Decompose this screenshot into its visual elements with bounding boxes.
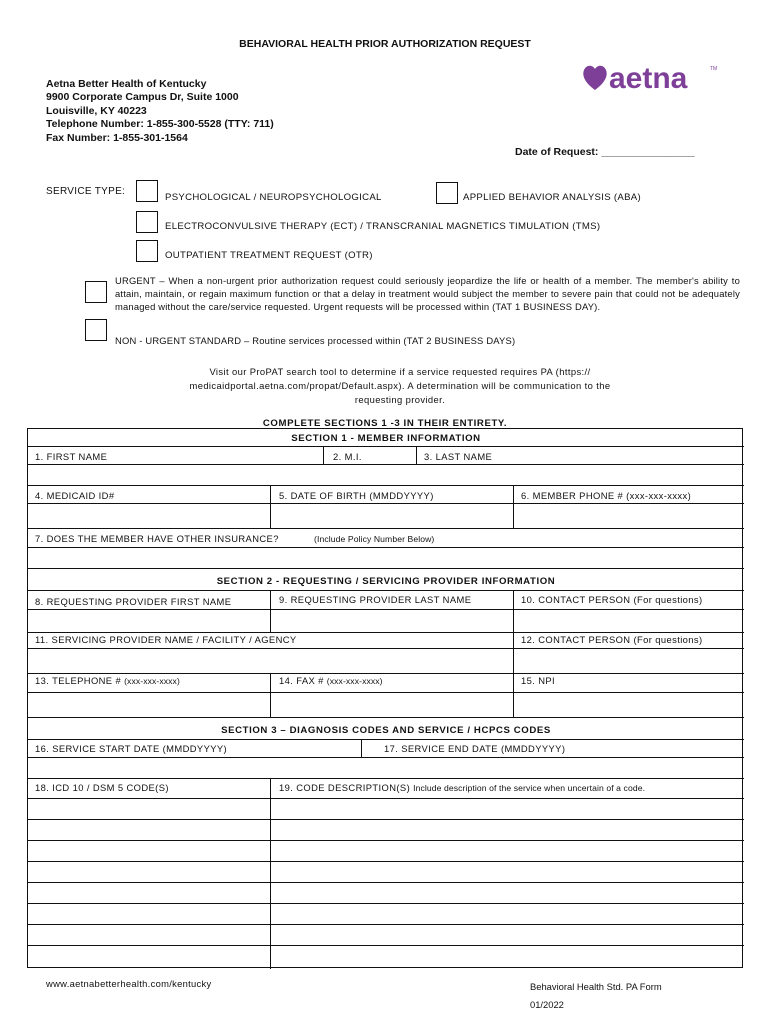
section-1-title: SECTION 1 - MEMBER INFORMATION (291, 433, 481, 444)
last-name-label: 3. LAST NAME (424, 451, 493, 462)
first-name-mi-last-name-input[interactable] (28, 465, 744, 484)
city-state-zip: Louisville, KY 40223 (46, 104, 147, 117)
npi-label: 15. NPI (521, 675, 556, 686)
footer-form-name: Behavioral Health Std. PA Form (530, 981, 662, 992)
icd-code-label: 18. ICD 10 / DSM 5 CODE(S) (35, 782, 169, 793)
checkbox-aba[interactable] (436, 182, 458, 204)
telephone-number: Telephone Number: 1-855-300-5528 (TTY: 711) (46, 118, 274, 131)
member-phone-input[interactable] (514, 504, 744, 528)
checkbox-non-urgent[interactable] (85, 319, 107, 341)
authorization-form (27, 428, 743, 968)
urgent-text: URGENT – When a non-urgent prior authorization request could seriously jeopardize the life or health of a member. The member's ability to attain, maintain, or regain maximum function or that a delay in treatment would subject the member to severe pain that could not be adequately managed without the care/service requested. Urgent requests will be processed within (TAT 1 BUSINESS DAY). (115, 275, 740, 313)
logo-wordmark: aetna (609, 62, 688, 94)
heart-icon-logo (582, 60, 722, 94)
non-urgent-text: NON - URGENT STANDARD – Routine services processed within (TAT 2 BUSINESS DAYS) (115, 335, 516, 346)
org-name: Aetna Better Health of Kentucky (46, 78, 207, 90)
option-psychological: PSYCHOLOGICAL / NEUROPSYCHOLOGICAL (165, 192, 382, 203)
contact-person-2-input[interactable] (514, 649, 744, 673)
other-insurance-input[interactable] (28, 548, 744, 567)
telephone-format: (xxx-xxx-xxxx) (124, 676, 180, 686)
requesting-last-name-input[interactable] (271, 610, 513, 632)
contact-person-1-input[interactable] (514, 610, 744, 632)
medicaid-id-input[interactable] (28, 504, 270, 528)
propat-note: Visit our ProPAT search tool to determine if a service requested requires PA (https:// medicaidportal.aetna.com/propat/Default.aspx). A determination will be communication to the requesting provider. (189, 366, 611, 405)
medicaid-id-label: 4. MEDICAID ID# (35, 490, 115, 501)
servicing-provider-label: 11. SERVICING PROVIDER NAME / FACILITY / AGENCY (35, 634, 297, 645)
section-3-title: SECTION 3 – DIAGNOSIS CODES AND SERVICE / HCPCS CODES (221, 725, 551, 736)
first-name-label: 1. FIRST NAME (35, 451, 108, 462)
option-aba: APPLIED BEHAVIOR ANALYSIS (ABA) (463, 192, 641, 203)
street-address: 9900 Corporate Campus Dr, Suite 1000 (46, 91, 239, 104)
dob-label: 5. DATE OF BIRTH (MMDDYYYY) (279, 490, 434, 501)
complete-sections-note: COMPLETE SECTIONS 1 -3 IN THEIR ENTIRETY. (262, 418, 508, 429)
servicing-provider-input[interactable] (28, 649, 513, 673)
fax-number: Fax Number: 1-855-301-1564 (46, 131, 188, 144)
page-title: BEHAVIORAL HEALTH PRIOR AUTHORIZATION REQUEST (239, 38, 531, 50)
service-start-label: 16. SERVICE START DATE (MMDDYYYY) (35, 743, 228, 754)
service-type-label: SERVICE TYPE: (46, 186, 126, 197)
address-block (46, 78, 274, 145)
mi-label: 2. M.I. (333, 451, 362, 462)
fax-input[interactable] (271, 693, 513, 717)
checkbox-psychological[interactable] (136, 180, 158, 202)
requesting-first-name-input[interactable] (28, 610, 270, 632)
checkbox-urgent[interactable] (85, 281, 107, 303)
aetna-logo (582, 60, 722, 94)
checkbox-otr[interactable] (136, 240, 158, 262)
section-2-title: SECTION 2 - REQUESTING / SERVICING PROVIDER INFORMATION (216, 576, 556, 587)
contact-person-2-label: 12. CONTACT PERSON (For questions) (521, 634, 703, 645)
other-insurance-label: 7. DOES THE MEMBER HAVE OTHER INSURANCE? (35, 533, 279, 544)
requesting-last-name-label: 9. REQUESTING PROVIDER LAST NAME (279, 594, 472, 605)
footer-url[interactable]: www.aetnabetterhealth.com/kentucky (46, 978, 212, 989)
other-insurance-note: (Include Policy Number Below) (314, 534, 435, 544)
checkbox-ect-tms[interactable] (136, 211, 158, 233)
service-end-label: 17. SERVICE END DATE (MMDDYYYY) (384, 743, 566, 754)
code-description-label: 19. CODE DESCRIPTION(S) Include description of the service when uncertain of a code. (279, 782, 646, 793)
npi-input[interactable] (514, 693, 744, 717)
logo-tm: TM (710, 66, 718, 72)
fax-format: (xxx-xxx-xxxx) (326, 676, 383, 686)
member-phone-label: 6. MEMBER PHONE # (xxx-xxx-xxxx) (521, 490, 692, 501)
contact-person-1-label: 10. CONTACT PERSON (For questions) (521, 594, 703, 605)
footer-form-info (530, 978, 662, 1014)
dob-input[interactable] (271, 504, 513, 528)
telephone-label: 13. TELEPHONE # (xxx-xxx-xxxx) (35, 675, 180, 686)
service-dates-input[interactable] (28, 758, 744, 778)
telephone-input[interactable] (28, 693, 270, 717)
code-description-note: Include description of the service when uncertain of a code. (413, 783, 646, 793)
fax-label: 14. FAX # (xxx-xxx-xxxx) (279, 675, 383, 686)
date-of-request: Date of Request: ________________ (515, 146, 695, 158)
option-otr: OUTPATIENT TREATMENT REQUEST (OTR) (165, 250, 373, 261)
requesting-first-name-label: 8. REQUESTING PROVIDER FIRST NAME (35, 596, 232, 607)
code-descriptions-input[interactable] (271, 799, 743, 967)
footer-form-date: 01/2022 (530, 999, 564, 1010)
option-ect-tms: ELECTROCONVULSIVE THERAPY (ECT) / TRANSCRANIAL MAGNETICS TIMULATION (TMS) (165, 221, 601, 232)
icd-codes-input[interactable] (28, 799, 270, 967)
